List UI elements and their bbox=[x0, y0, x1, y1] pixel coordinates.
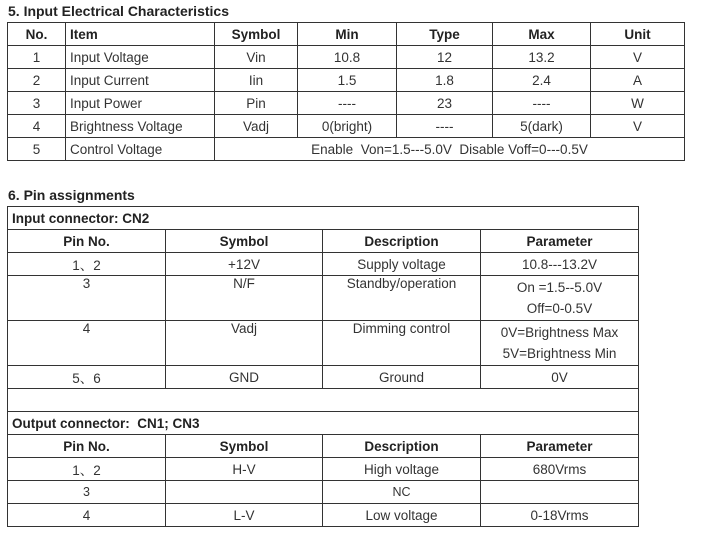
cell-symbol bbox=[166, 481, 323, 504]
cell-symbol: H-V bbox=[166, 458, 323, 481]
table-row bbox=[8, 253, 639, 276]
cell-no: 2 bbox=[8, 69, 66, 92]
cell-description: NC bbox=[323, 481, 481, 504]
cell-symbol: Vin bbox=[215, 46, 298, 69]
cell-symbol: Vadj bbox=[166, 321, 323, 366]
parameter-line: 0V=Brightness Max bbox=[500, 325, 619, 340]
header-item: Item bbox=[66, 23, 215, 46]
cell-min: 1.5 bbox=[298, 69, 397, 92]
cell-pin: 3 bbox=[8, 481, 166, 504]
cell-description: Standby/operation bbox=[323, 276, 481, 321]
table-row bbox=[8, 366, 639, 389]
table-row bbox=[8, 321, 639, 366]
cell-parameter bbox=[481, 321, 639, 366]
cell-min: 10.8 bbox=[298, 46, 397, 69]
cell-item: Control Voltage bbox=[66, 138, 215, 161]
cell-symbol: Iin bbox=[215, 69, 298, 92]
header-pin-no: Pin No. bbox=[8, 435, 166, 458]
cell-unit: V bbox=[591, 46, 685, 69]
cell-pin: 4 bbox=[8, 504, 166, 527]
table-header-row bbox=[8, 23, 685, 46]
parameter-line: Off=0-0.5V bbox=[526, 301, 593, 316]
cell-unit: V bbox=[591, 115, 685, 138]
header-unit: Unit bbox=[591, 23, 685, 46]
header-parameter: Parameter bbox=[481, 230, 639, 253]
cell-symbol: N/F bbox=[166, 276, 323, 321]
header-description: Description bbox=[323, 435, 481, 458]
cell-description: Dimming control bbox=[323, 321, 481, 366]
cell-type: 1.8 bbox=[397, 69, 493, 92]
parameter-line: On =1.5--5.0V bbox=[516, 280, 603, 295]
cell-no: 1 bbox=[8, 46, 66, 69]
spacer-row bbox=[8, 389, 639, 412]
cell-no: 4 bbox=[8, 115, 66, 138]
cell-description: High voltage bbox=[323, 458, 481, 481]
table-header-row bbox=[8, 230, 639, 253]
cell-description: Supply voltage bbox=[323, 253, 481, 276]
section5-title: 5. Input Electrical Characteristics bbox=[8, 3, 229, 19]
cell-symbol: +12V bbox=[166, 253, 323, 276]
cell-no: 5 bbox=[8, 138, 66, 161]
cell-parameter bbox=[481, 276, 639, 321]
table-row bbox=[8, 458, 639, 481]
table-row bbox=[8, 46, 685, 69]
cell-pin: 3 bbox=[8, 276, 166, 321]
cell-max: 2.4 bbox=[493, 69, 591, 92]
table-row bbox=[8, 69, 685, 92]
cell-control-voltage-value: Enable Von=1.5---5.0V Disable Voff=0---0.5V bbox=[215, 138, 685, 161]
header-type: Type bbox=[397, 23, 493, 46]
pin-assignments-table bbox=[7, 206, 639, 527]
cell-description: Low voltage bbox=[323, 504, 481, 527]
table-row bbox=[8, 276, 639, 321]
table-row bbox=[8, 92, 685, 115]
cell-max: 13.2 bbox=[493, 46, 591, 69]
cell-symbol: Vadj bbox=[215, 115, 298, 138]
header-max: Max bbox=[493, 23, 591, 46]
table-row bbox=[8, 504, 639, 527]
parameter-line: 5V=Brightness Min bbox=[502, 346, 617, 361]
cell-type: 23 bbox=[397, 92, 493, 115]
cell-symbol: Pin bbox=[215, 92, 298, 115]
cell-pin: 5、6 bbox=[8, 366, 166, 389]
cell-max: ---- bbox=[493, 92, 591, 115]
cell-pin: 4 bbox=[8, 321, 166, 366]
header-parameter: Parameter bbox=[481, 435, 639, 458]
header-symbol: Symbol bbox=[215, 23, 298, 46]
header-no: No. bbox=[8, 23, 66, 46]
header-min: Min bbox=[298, 23, 397, 46]
cell-parameter: 0-18Vrms bbox=[481, 504, 639, 527]
input-connector-title-row bbox=[8, 207, 639, 230]
cell-symbol: GND bbox=[166, 366, 323, 389]
table-row bbox=[8, 481, 639, 504]
cell-max: 5(dark) bbox=[493, 115, 591, 138]
cell-min: 0(bright) bbox=[298, 115, 397, 138]
header-pin-no: Pin No. bbox=[8, 230, 166, 253]
cell-min: ---- bbox=[298, 92, 397, 115]
cell-unit: A bbox=[591, 69, 685, 92]
cell-item: Input Voltage bbox=[66, 46, 215, 69]
cell-symbol: L-V bbox=[166, 504, 323, 527]
cell-type: ---- bbox=[397, 115, 493, 138]
cell-type: 12 bbox=[397, 46, 493, 69]
table-header-row bbox=[8, 435, 639, 458]
cell-pin: 1、2 bbox=[8, 253, 166, 276]
cell-description: Ground bbox=[323, 366, 481, 389]
output-connector-title: Output connector: CN1; CN3 bbox=[8, 412, 639, 435]
cell-unit: W bbox=[591, 92, 685, 115]
cell-item: Brightness Voltage bbox=[66, 115, 215, 138]
cell-parameter bbox=[481, 481, 639, 504]
header-symbol: Symbol bbox=[166, 435, 323, 458]
cell-parameter: 0V bbox=[481, 366, 639, 389]
cell-no: 3 bbox=[8, 92, 66, 115]
input-electrical-table bbox=[7, 22, 685, 161]
cell-item: Input Power bbox=[66, 92, 215, 115]
table-row bbox=[8, 138, 685, 161]
cell-item: Input Current bbox=[66, 69, 215, 92]
table-row bbox=[8, 115, 685, 138]
header-description: Description bbox=[323, 230, 481, 253]
spacer-cell bbox=[8, 389, 639, 412]
output-connector-title-row bbox=[8, 412, 639, 435]
header-symbol: Symbol bbox=[166, 230, 323, 253]
cell-parameter: 10.8---13.2V bbox=[481, 253, 639, 276]
section6-title: 6. Pin assignments bbox=[8, 187, 135, 203]
cell-parameter: 680Vrms bbox=[481, 458, 639, 481]
input-connector-title: Input connector: CN2 bbox=[8, 207, 639, 230]
cell-pin: 1、2 bbox=[8, 458, 166, 481]
